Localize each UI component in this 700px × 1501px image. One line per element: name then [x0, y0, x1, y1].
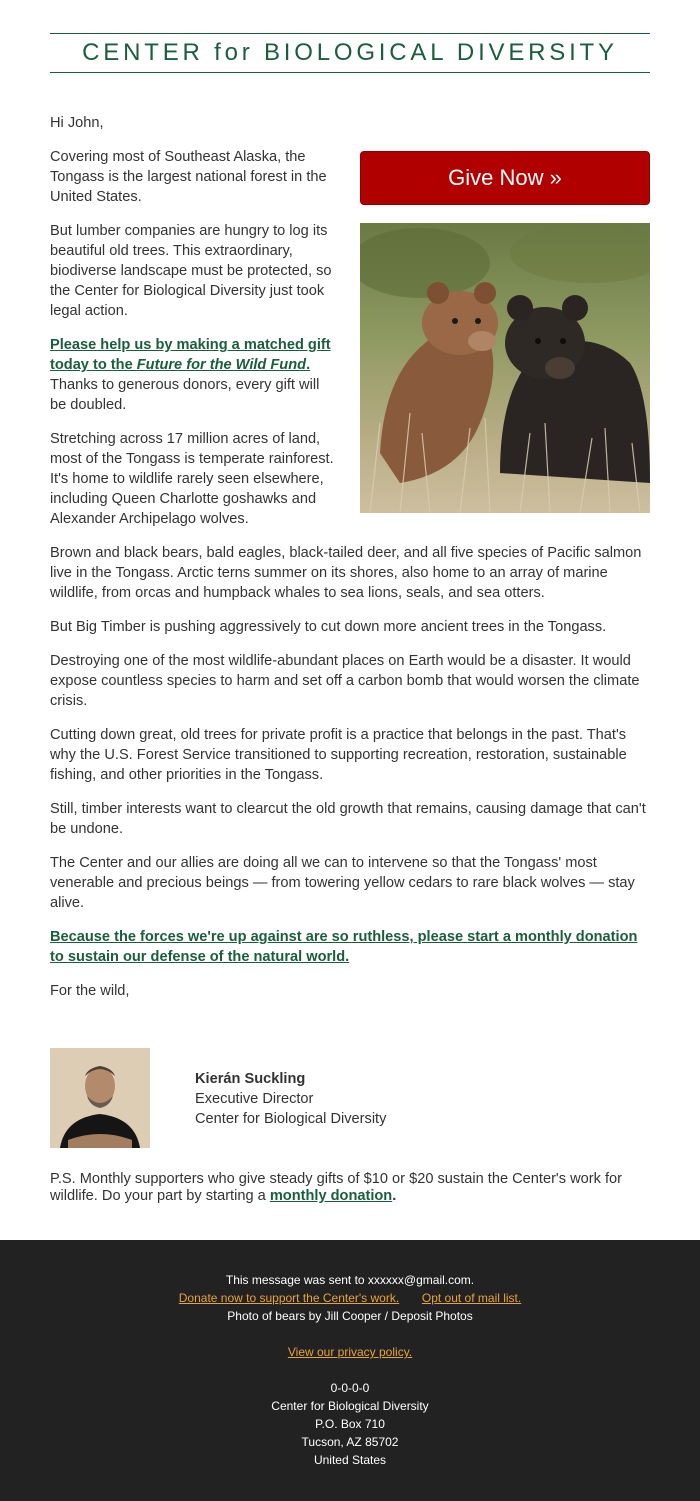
greeting: Hi John, — [50, 115, 104, 131]
signature-text — [195, 1069, 386, 1129]
ps-text: P.S. Monthly supporters who give steady gifts of $10 or $20 sustain the Center's work for wildlife. Do your part by starting a — [50, 1171, 622, 1204]
forest-service-paragraph: Cutting down great, old trees for private profit is a practice that belongs in the past. That's why the U.S. Forest Service transitioned to supporting recreation, restoration, sustainable fishing, and other priorities in the Tongass. — [50, 727, 627, 783]
signer-name: Kierán Suckling — [195, 1071, 306, 1087]
matched-gift-rest: Thanks to generous donors, every gift will be doubled. — [50, 377, 320, 413]
footer-po-box: P.O. Box 710 — [315, 1417, 385, 1431]
ps-end: . — [392, 1188, 397, 1204]
footer-privacy — [0, 1343, 700, 1361]
clearcut-paragraph: Still, timber interests want to clearcut the old growth that remains, causing damage that can't be undone. — [50, 801, 646, 837]
footer-links-row — [0, 1289, 700, 1307]
sent-to-text: This message was sent to xxxxxx@gmail.com. — [225, 1273, 475, 1287]
intro-paragraph: Covering most of Southeast Alaska, the Tongass is the largest national forest in the United States. — [50, 149, 327, 205]
disaster-paragraph: Destroying one of the most wildlife-abundant places on Earth would be a disaster. It would expose countless species to harm and set off a carbon bomb that would worsen the climate crisis. — [50, 653, 640, 709]
postscript — [50, 1171, 650, 1205]
opt-out-link[interactable]: Opt out of mail list. — [421, 1291, 522, 1305]
privacy-policy-link[interactable]: View our privacy policy. — [287, 1345, 413, 1359]
right-column — [360, 147, 650, 513]
signer-title: Executive Director — [195, 1091, 314, 1107]
monthly-donation-link[interactable]: Because the forces we're up against are so ruthless, please start a monthly donation to sustain our defense of the natural world. — [50, 929, 638, 965]
director-portrait — [50, 1048, 150, 1148]
ps-paragraph — [50, 1171, 650, 1205]
footer-org: Center for Biological Diversity — [271, 1399, 429, 1413]
lumber-paragraph: But lumber companies are hungry to log its beautiful old trees. This extraordinary, biodiverse landscape must be protected, so the Center for Biological Diversity just took legal action. — [50, 223, 332, 319]
give-now-button[interactable]: Give Now » — [360, 151, 650, 205]
ps-monthly-donation-link[interactable]: monthly donation — [269, 1188, 393, 1204]
footer-city: Tucson, AZ 85702 — [301, 1435, 399, 1449]
avatar — [50, 1048, 150, 1148]
photo-credit: Photo of bears by Jill Cooper / Deposit Photos — [227, 1309, 473, 1323]
big-timber-paragraph: But Big Timber is pushing aggressively to cut down more ancient trees in the Tongass. — [50, 619, 607, 635]
fund-name: Future for the Wild Fund — [136, 357, 307, 373]
wildlife-paragraph: Brown and black bears, bald eagles, black-tailed deer, and all five species of Pacific salmon live in the Tongass. Arctic terns summer on its shores, also home to an array of marine wildlife, from orcas and humpback whales to sea lions, seals, and sea otters. — [50, 545, 642, 601]
email-body — [50, 113, 650, 1015]
footer-info — [0, 1271, 700, 1325]
matched-gift-link-end: . — [306, 357, 311, 373]
bears-photo — [360, 223, 650, 513]
bears-image — [360, 223, 650, 513]
rainforest-paragraph: Stretching across 17 million acres of land, most of the Tongass is temperate rainforest. It's home to wildlife rarely seen elsewhere, including Queen Charlotte goshawks and Alexander Archipelago wolves. — [50, 431, 334, 527]
signature-block — [50, 1048, 650, 1148]
donate-link[interactable]: Donate now to support the Center's work. — [178, 1291, 400, 1305]
signer-org: Center for Biological Diversity — [195, 1111, 387, 1127]
left-column — [50, 147, 338, 543]
matched-gift-link[interactable] — [50, 337, 331, 373]
matched-gift-paragraph — [50, 335, 338, 415]
allies-paragraph: The Center and our allies are doing all we can to intervene so that the Tongass' most venerable and precious beings — from towering yellow cedars to rare black wolves — stay alive. — [50, 855, 635, 911]
email-footer — [0, 1240, 700, 1501]
matched-gift-link-text: Please help us by making a matched gift today to the — [50, 337, 331, 373]
org-logo-title: CENTER for BIOLOGICAL DIVERSITY — [82, 39, 618, 66]
email-header — [50, 33, 650, 73]
footer-country: United States — [313, 1453, 387, 1467]
closing-line: For the wild, — [50, 983, 130, 999]
footer-address — [0, 1379, 700, 1469]
monthly-donation-paragraph — [50, 927, 650, 967]
full-width-text — [50, 543, 650, 1001]
footer-code: 0-0-0-0 — [330, 1381, 370, 1395]
